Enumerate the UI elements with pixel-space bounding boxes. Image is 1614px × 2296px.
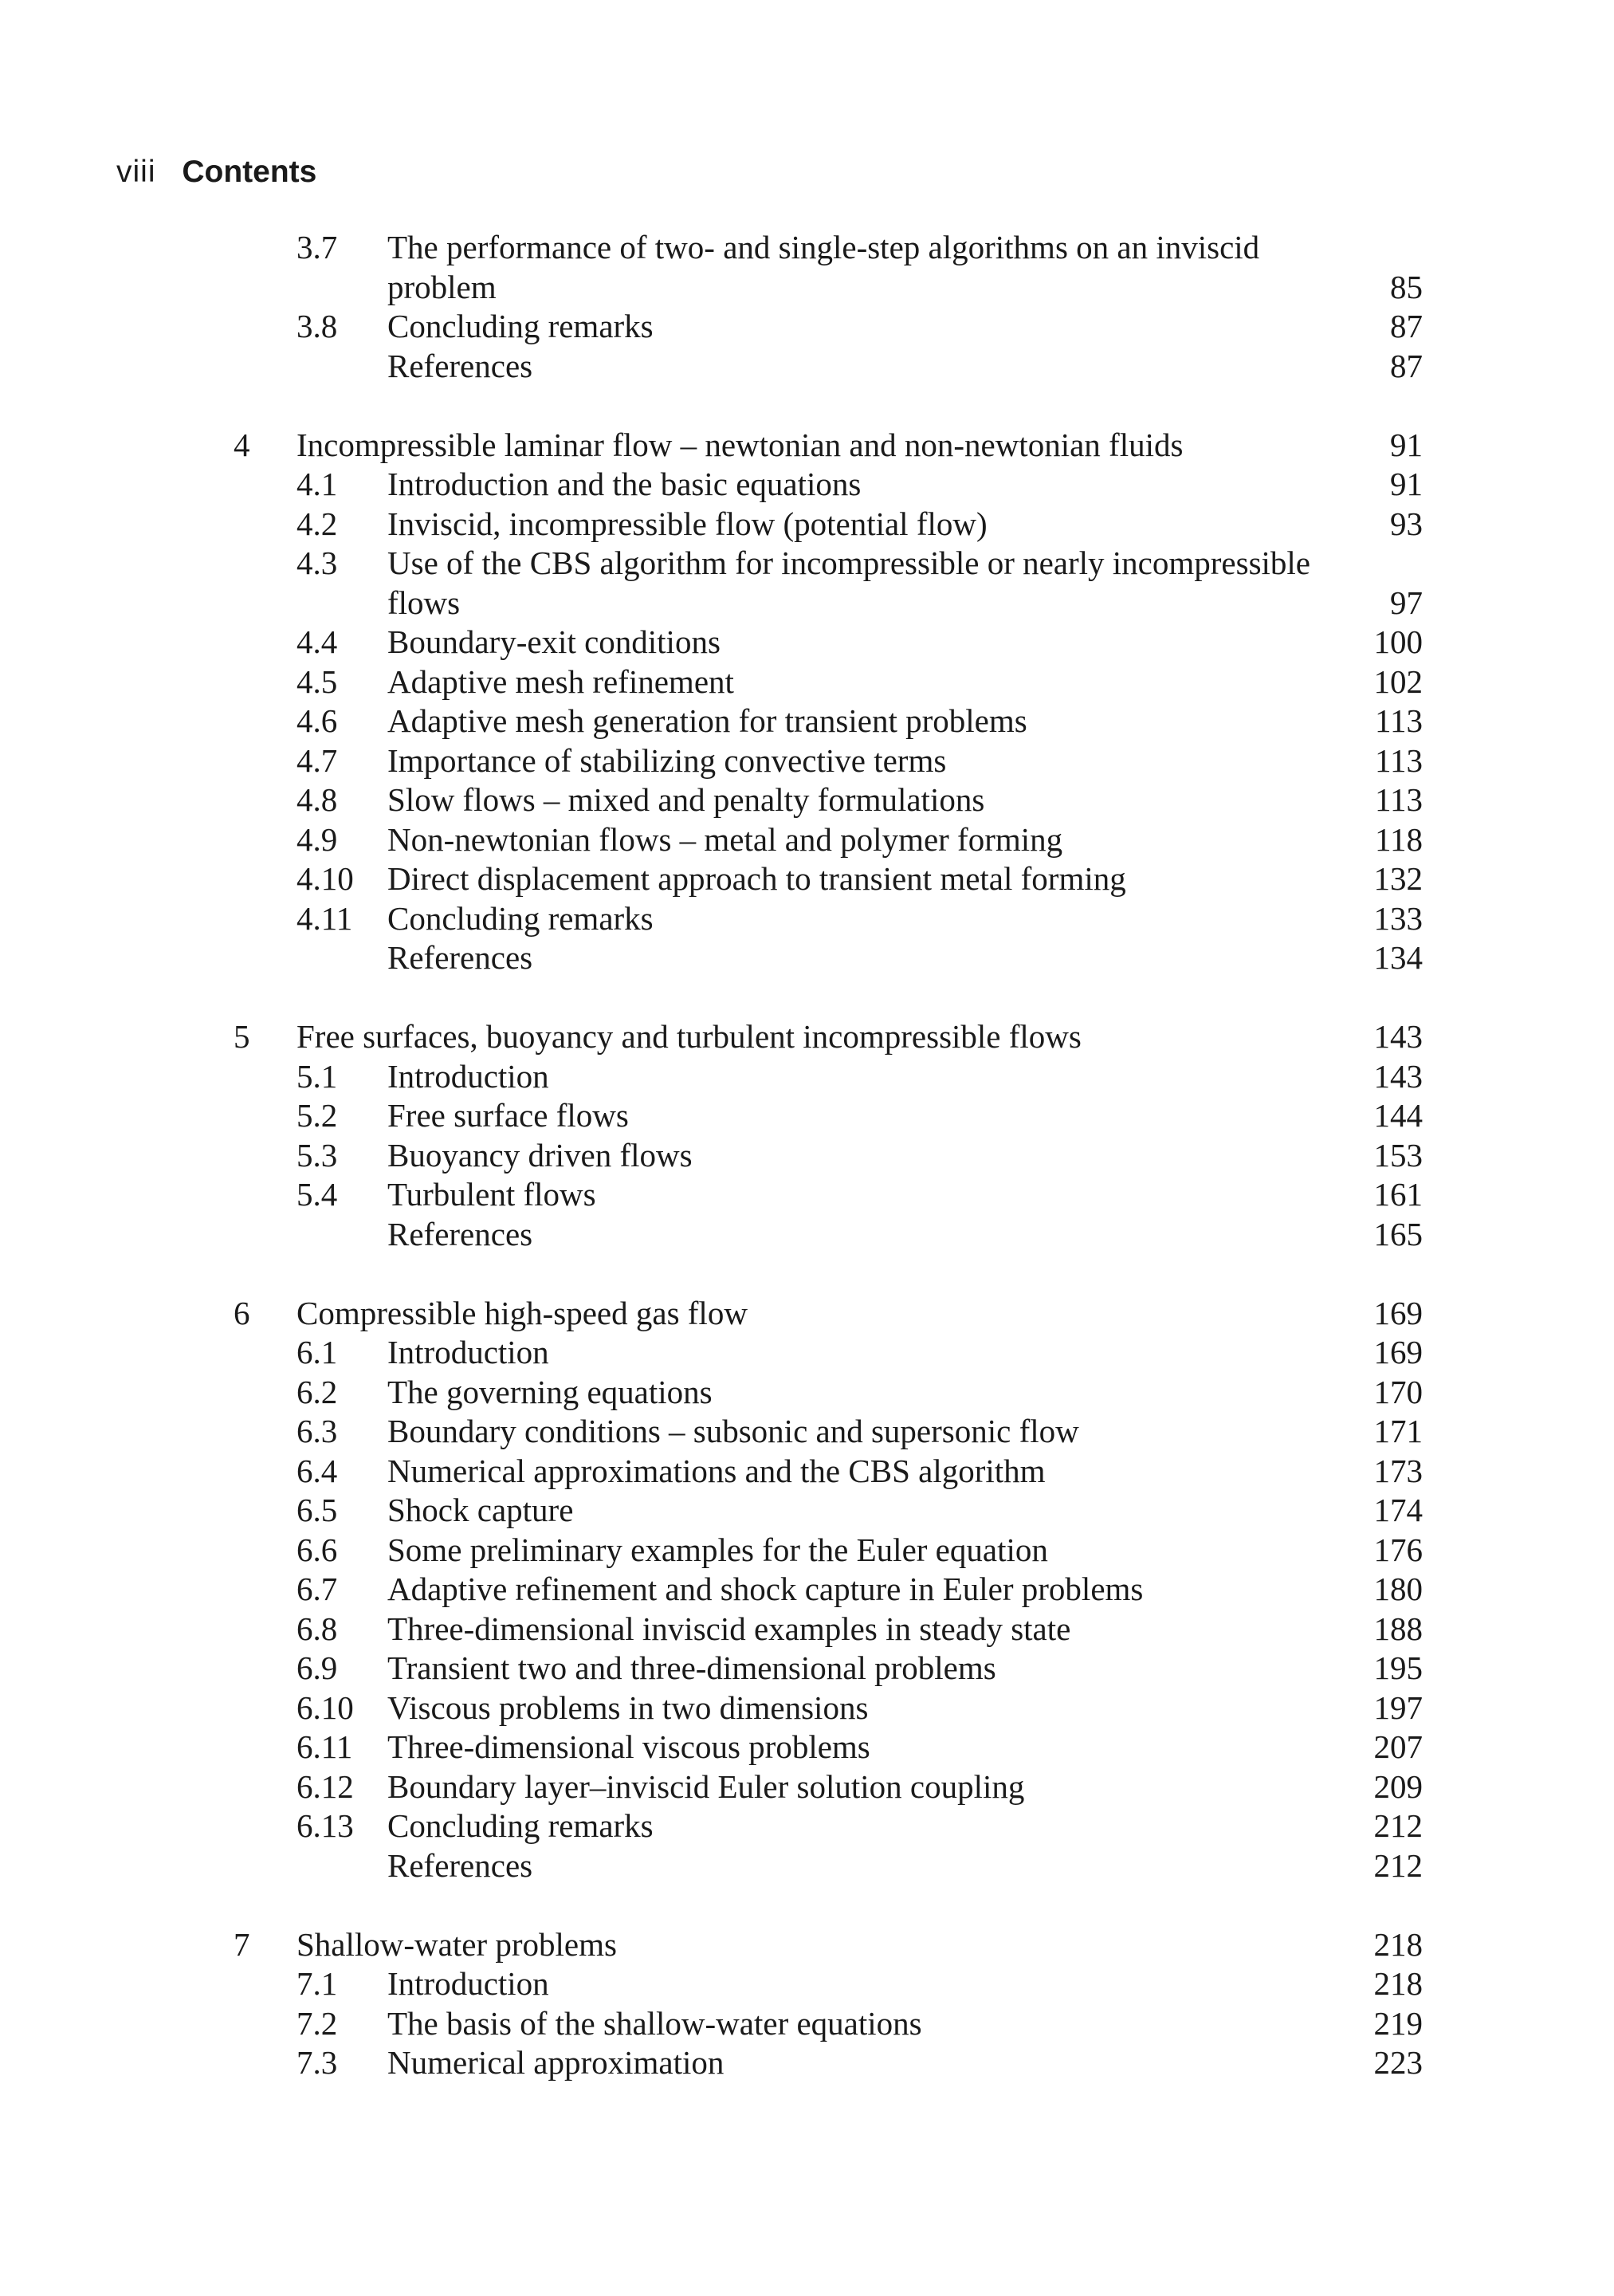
section-title: Introduction xyxy=(387,1965,549,2002)
toc-entry xyxy=(0,1767,1614,1807)
chapter-number: 7 xyxy=(234,1925,250,1963)
toc-entry xyxy=(0,1096,1614,1136)
page-number-ref: 223 xyxy=(1373,2044,1423,2081)
page-number-ref: 169 xyxy=(1373,1294,1423,1331)
toc-entry xyxy=(0,268,1614,308)
section-number: 4.5 xyxy=(296,662,338,700)
section-title: problem xyxy=(387,268,497,305)
page-number-ref: 144 xyxy=(1373,1097,1423,1134)
section-number: 6.13 xyxy=(296,1807,354,1844)
page-number-ref: 195 xyxy=(1373,1649,1423,1686)
running-head xyxy=(116,150,316,195)
section-title: Boundary layer–inviscid Euler solution coupling xyxy=(387,1767,1025,1805)
page-number-ref: 143 xyxy=(1373,1057,1423,1095)
toc-entry xyxy=(0,2043,1614,2083)
page-number-ref: 197 xyxy=(1373,1689,1423,1726)
toc-entry xyxy=(0,1491,1614,1531)
chapter-entry xyxy=(0,1017,1614,1057)
section-number: 5.2 xyxy=(296,1097,338,1134)
toc-entry xyxy=(0,623,1614,662)
section-number: 3.8 xyxy=(296,308,338,344)
section-number: 6.11 xyxy=(296,1728,353,1765)
page-number-ref: 212 xyxy=(1373,1846,1423,1884)
chapter-number: 5 xyxy=(234,1018,250,1055)
section-title: Concluding remarks xyxy=(387,899,654,937)
section-number: 6.3 xyxy=(296,1413,338,1449)
section-number: 7.2 xyxy=(296,2004,338,2042)
page-number-ref: 218 xyxy=(1373,1965,1423,2002)
section-title: Concluding remarks xyxy=(387,308,654,344)
page-number: viii xyxy=(116,155,156,189)
page-number-ref: 91 xyxy=(1390,426,1423,463)
section-number: 6.2 xyxy=(296,1373,338,1410)
chapter-number: 6 xyxy=(234,1294,250,1331)
section-number: 6.10 xyxy=(296,1689,354,1726)
page-number-ref: 93 xyxy=(1390,505,1423,542)
page-number-ref: 87 xyxy=(1390,308,1423,344)
toc-entry xyxy=(0,228,1614,268)
page-number-ref: 153 xyxy=(1373,1136,1423,1174)
page-number-ref: 218 xyxy=(1373,1925,1423,1963)
page-number-ref: 171 xyxy=(1373,1413,1423,1449)
section-title: The governing equations xyxy=(387,1373,713,1410)
page-number-ref: 132 xyxy=(1373,860,1423,897)
toc-entry xyxy=(0,1964,1614,2004)
toc-entry xyxy=(0,347,1614,387)
toc-entry xyxy=(0,307,1614,347)
section-title: Transient two and three-dimensional problems xyxy=(387,1649,996,1686)
section-number: 4.2 xyxy=(296,505,338,542)
section-title: The basis of the shallow-water equations xyxy=(387,2004,922,2042)
page-number-ref: 180 xyxy=(1373,1571,1423,1607)
section-title: Introduction xyxy=(387,1334,549,1370)
toc-entry xyxy=(0,465,1614,505)
section-title: Use of the CBS algorithm for incompressible or nearly incompressible xyxy=(387,545,1311,581)
section-title: Introduction and the basic equations xyxy=(387,466,862,502)
page-number-ref: 113 xyxy=(1375,702,1423,739)
section-number: 5.4 xyxy=(296,1176,338,1213)
page-number-ref: 133 xyxy=(1373,899,1423,937)
chapter-title: Compressible high-speed gas flow xyxy=(296,1294,748,1331)
toc-entry xyxy=(0,1373,1614,1413)
page-number-ref: 113 xyxy=(1375,741,1423,779)
section-number: 4.7 xyxy=(296,741,338,779)
section-number: 3.7 xyxy=(296,229,338,265)
toc-entry xyxy=(0,1728,1614,1767)
section-number: 6.5 xyxy=(296,1492,338,1528)
chapter-spacer xyxy=(0,1885,1614,1925)
page-number-ref: 85 xyxy=(1390,268,1423,305)
toc-entry xyxy=(0,2004,1614,2044)
page-number-ref: 91 xyxy=(1390,466,1423,502)
section-number: 4.10 xyxy=(296,860,354,897)
section-title: Adaptive mesh generation for transient problems xyxy=(387,702,1027,739)
toc-entry xyxy=(0,1689,1614,1728)
page-number-ref: 87 xyxy=(1390,347,1423,384)
page-number-ref: 143 xyxy=(1373,1018,1423,1055)
section-title: Free surface flows xyxy=(387,1097,629,1134)
section-number: 4.1 xyxy=(296,466,338,502)
toc-entry xyxy=(0,1846,1614,1886)
toc-entry xyxy=(0,938,1614,978)
page-number-ref: 219 xyxy=(1373,2004,1423,2042)
section-number: 4.4 xyxy=(296,623,338,660)
chapter-title: Incompressible laminar flow – newtonian and non-newtonian fluids xyxy=(296,426,1184,463)
references-label: References xyxy=(387,1846,533,1884)
section-title: Direct displacement approach to transient metal forming xyxy=(387,860,1126,897)
page-number-ref: 102 xyxy=(1373,662,1423,700)
section-number: 7.3 xyxy=(296,2044,338,2081)
section-title: Boundary conditions – subsonic and supersonic flow xyxy=(387,1413,1079,1449)
toc-entry xyxy=(0,1136,1614,1176)
toc-entry xyxy=(0,1610,1614,1649)
section-title: Importance of stabilizing convective terms xyxy=(387,741,947,779)
references-label: References xyxy=(387,939,533,976)
chapter-spacer xyxy=(0,386,1614,426)
page-number-ref: 173 xyxy=(1373,1452,1423,1489)
toc-entry xyxy=(0,1452,1614,1492)
section-title: Viscous problems in two dimensions xyxy=(387,1689,869,1726)
chapter-entry xyxy=(0,1294,1614,1334)
page-number-ref: 188 xyxy=(1373,1610,1423,1647)
chapter-title: Free surfaces, buoyancy and turbulent incompressible flows xyxy=(296,1018,1082,1055)
section-number: 5.3 xyxy=(296,1136,338,1174)
toc-entry xyxy=(0,1215,1614,1255)
page-number-ref: 207 xyxy=(1373,1728,1423,1765)
section-title: Non-newtonian flows – metal and polymer forming xyxy=(387,820,1063,858)
toc-entry xyxy=(0,1333,1614,1373)
page-number-ref: 118 xyxy=(1375,820,1423,858)
chapter-entry xyxy=(0,426,1614,466)
toc-entry xyxy=(0,584,1614,623)
section-title: Numerical approximation xyxy=(387,2044,725,2081)
toc-entry xyxy=(0,780,1614,820)
page-number-ref: 165 xyxy=(1373,1215,1423,1252)
toc-entry xyxy=(0,1057,1614,1097)
page-number-ref: 169 xyxy=(1373,1334,1423,1370)
toc-entry xyxy=(0,544,1614,584)
section-title: Adaptive refinement and shock capture in Euler problems xyxy=(387,1571,1144,1607)
section-number: 6.4 xyxy=(296,1452,338,1489)
section-title: Three-dimensional inviscid examples in steady state xyxy=(387,1610,1071,1647)
section-title: Slow flows – mixed and penalty formulations xyxy=(387,781,985,818)
page-number-ref: 161 xyxy=(1373,1176,1423,1213)
page-number-ref: 174 xyxy=(1373,1492,1423,1528)
chapter-spacer xyxy=(0,978,1614,1018)
section-title: The performance of two- and single-step algorithms on an inviscid xyxy=(387,229,1260,265)
section-number: 4.9 xyxy=(296,820,338,858)
toc-entry xyxy=(0,859,1614,899)
section-number: 6.7 xyxy=(296,1571,338,1607)
section-number: 6.12 xyxy=(296,1767,354,1805)
references-label: References xyxy=(387,347,533,384)
section-number: 4.8 xyxy=(296,781,338,818)
chapter-spacer xyxy=(0,1254,1614,1294)
section-number: 6.6 xyxy=(296,1531,338,1568)
references-label: References xyxy=(387,1215,533,1252)
toc-entry xyxy=(0,1531,1614,1571)
section-title: Introduction xyxy=(387,1057,549,1095)
section-title: Buoyancy driven flows xyxy=(387,1136,693,1174)
page-number-ref: 212 xyxy=(1373,1807,1423,1844)
toc-entry xyxy=(0,1807,1614,1846)
page-number-ref: 209 xyxy=(1373,1767,1423,1805)
toc-entry xyxy=(0,741,1614,781)
table-of-contents xyxy=(0,228,1614,2083)
section-number: 5.1 xyxy=(296,1057,338,1095)
toc-entry xyxy=(0,899,1614,939)
section-title: Turbulent flows xyxy=(387,1176,596,1213)
chapter-title: Shallow-water problems xyxy=(296,1925,617,1963)
section-number: 6.1 xyxy=(296,1334,338,1370)
toc-entry xyxy=(0,820,1614,860)
toc-entry xyxy=(0,662,1614,702)
page-number-ref: 100 xyxy=(1373,623,1423,660)
section-number: 4.3 xyxy=(296,545,338,581)
toc-entry xyxy=(0,1412,1614,1452)
section-title: Inviscid, incompressible flow (potential flow) xyxy=(387,505,988,542)
section-title: Some preliminary examples for the Euler equation xyxy=(387,1531,1048,1568)
section-title: Boundary-exit conditions xyxy=(387,623,721,660)
section-number: 4.11 xyxy=(296,899,353,937)
page-number-ref: 134 xyxy=(1373,939,1423,976)
page-number-ref: 170 xyxy=(1373,1373,1423,1410)
running-head-title: Contents xyxy=(182,155,317,189)
section-number: 6.8 xyxy=(296,1610,338,1647)
section-title: Numerical approximations and the CBS algorithm xyxy=(387,1452,1046,1489)
section-number: 4.6 xyxy=(296,702,338,739)
chapter-number: 4 xyxy=(234,426,250,463)
section-title: flows xyxy=(387,584,461,621)
section-number: 7.1 xyxy=(296,1965,338,2002)
toc-entry xyxy=(0,1649,1614,1689)
section-title: Shock capture xyxy=(387,1492,574,1528)
page-number-ref: 113 xyxy=(1375,781,1423,818)
page-number-ref: 176 xyxy=(1373,1531,1423,1568)
chapter-entry xyxy=(0,1925,1614,1965)
section-number: 6.9 xyxy=(296,1649,338,1686)
section-title: Adaptive mesh refinement xyxy=(387,662,734,700)
section-title: Three-dimensional viscous problems xyxy=(387,1728,870,1765)
page-number-ref: 97 xyxy=(1390,584,1423,621)
toc-entry xyxy=(0,1570,1614,1610)
section-title: Concluding remarks xyxy=(387,1807,654,1844)
toc-entry xyxy=(0,1175,1614,1215)
toc-entry xyxy=(0,505,1614,545)
toc-entry xyxy=(0,702,1614,741)
